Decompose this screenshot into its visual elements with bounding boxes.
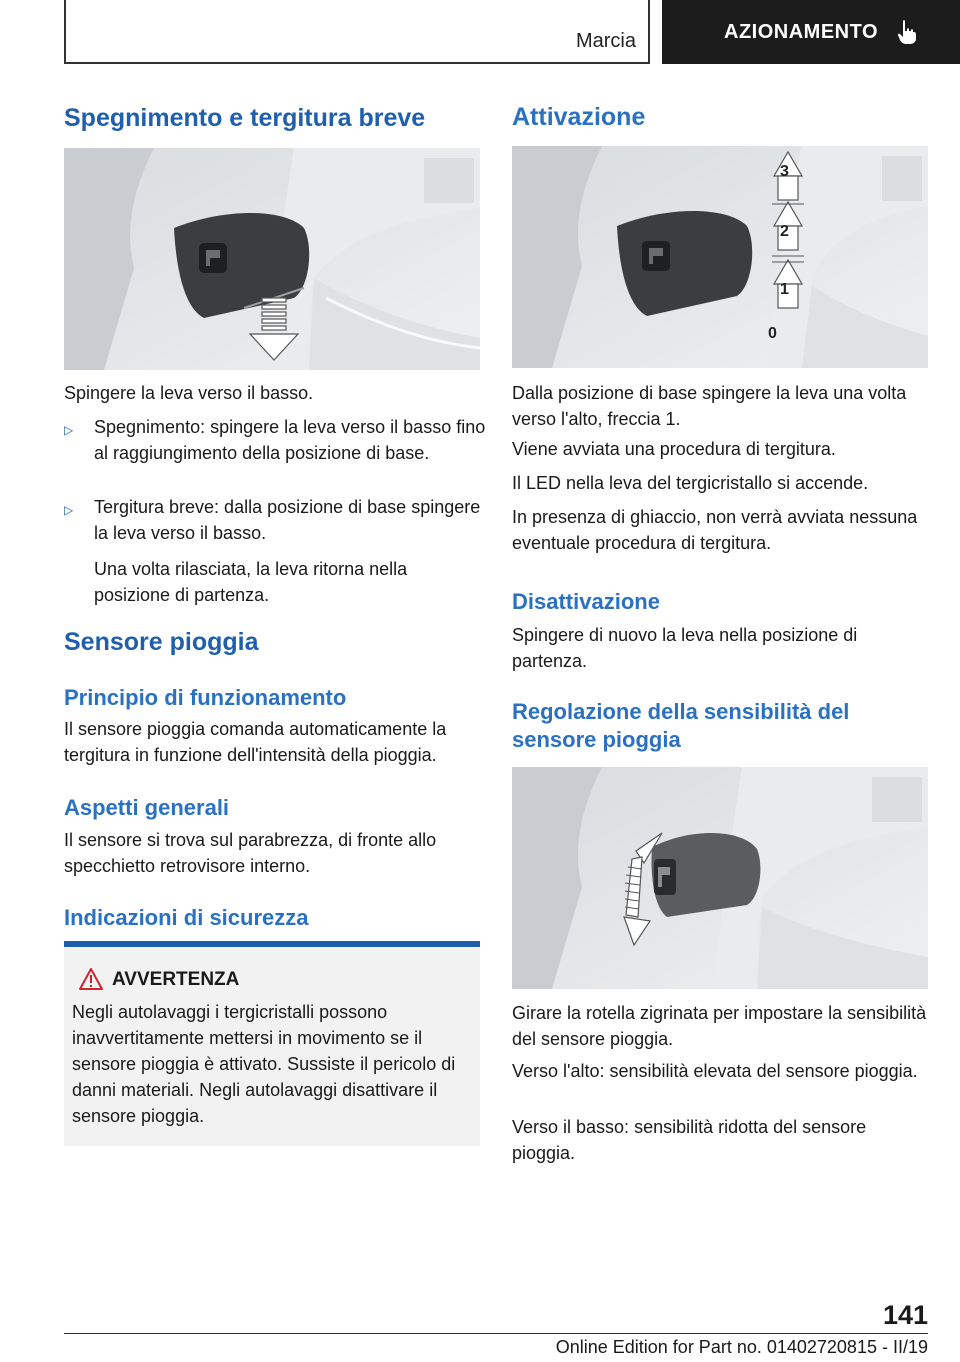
header-chapter-label: AZIONAMENTO xyxy=(724,20,879,43)
figure-knurled-wheel xyxy=(512,767,928,989)
header-bottom-rule xyxy=(64,62,650,64)
warning-triangle-icon xyxy=(78,967,104,991)
heading-short-wipe: Spegnimento e tergitura breve xyxy=(64,104,426,132)
footer-edition: Online Edition for Part no. 01402720815 - II/19 xyxy=(555,1337,928,1357)
paragraph-activation-2: Viene avviata una procedura di tergitura. xyxy=(512,439,836,459)
paragraph-sensitivity-1: Girare la rotella zigrinata per impostare la sensibilità del sensore pioggia. xyxy=(512,1003,927,1049)
paragraph-activation-1: Dalla posizione di base spingere la leva una volta verso l'alto, freccia 1. xyxy=(512,383,907,429)
knurled-wheel-rotate-illustration xyxy=(512,767,928,989)
list-item xyxy=(64,414,486,494)
figure-wiper-lever-down xyxy=(64,148,480,370)
heading-rain-sensor: Sensore pioggia xyxy=(64,628,259,656)
list-item-text: Spegnimento: spingere la leva verso il basso fino al raggiungimento della posizione di base. xyxy=(94,417,486,463)
list-item-subtext: Una volta rilasciata, la leva ritorna nella posizione di partenza. xyxy=(94,559,408,605)
paragraph-push-down: Spingere la leva verso il basso. xyxy=(64,383,314,403)
heading-deactivation: Disattivazione xyxy=(512,589,660,614)
list-item xyxy=(64,494,480,550)
header-divider xyxy=(648,0,650,64)
header-section-title: Marcia xyxy=(575,30,636,52)
paragraph-deactivation: Spingere di nuovo la leva nella posizione di partenza. xyxy=(512,625,858,671)
paragraph-sensitivity-2: Verso l'alto: sensibilità elevata del sensore pioggia. xyxy=(512,1061,918,1081)
paragraph-activation-3: Il LED nella leva del tergicristallo si accende. xyxy=(512,473,869,493)
heading-principle: Principio di funzionamento xyxy=(64,685,347,710)
arrow-label-3: 3 xyxy=(780,163,789,180)
paragraph-sensitivity-3: Verso il basso: sensibilità ridotta del sensore pioggia. xyxy=(512,1117,867,1163)
heading-activation: Attivazione xyxy=(512,103,646,131)
warning-title: AVVERTENZA xyxy=(112,969,240,990)
arrow-label-2: 2 xyxy=(780,223,789,240)
footer-rule xyxy=(64,1333,928,1334)
paragraph-activation-4: In presenza di ghiaccio, non verrà avviata nessuna eventuale procedura di tergitura. xyxy=(512,507,918,553)
header-left-rule xyxy=(64,0,66,64)
heading-safety: Indicazioni di sicurezza xyxy=(64,905,309,930)
warning-box xyxy=(64,947,480,1146)
bullet-triangle-icon: ▷ xyxy=(64,423,74,437)
paragraph-general: Il sensore si trova sul parabrezza, di fronte allo specchietto retrovisore interno. xyxy=(64,830,437,876)
heading-general: Aspetti generali xyxy=(64,795,230,820)
figure-wiper-lever-up xyxy=(512,146,928,368)
bullet-triangle-icon: ▷ xyxy=(64,503,74,517)
header-chapter-tab xyxy=(662,0,960,64)
paragraph-principle: Il sensore pioggia comanda automaticamente la tergitura in funzione dell'intensità della pioggia. xyxy=(64,719,447,765)
warning-text: Negli autolavaggi i tergicristalli possono inavvertitamente mettersi in movimento se il sensore pioggia è attivato. Sussiste il pericolo di danni materiali. Negli autolavaggi disattivare il sensore pioggia. xyxy=(72,1002,456,1126)
page-number: 141 xyxy=(882,1300,928,1330)
list-item-text: Tergitura breve: dalla posizione di base spingere la leva verso il basso. xyxy=(94,497,481,543)
arrow-label-1: 1 xyxy=(780,281,789,298)
wiper-lever-down-arrow-illustration xyxy=(64,148,480,370)
wiper-lever-up-arrows-illustration xyxy=(512,146,928,368)
heading-sensitivity: Regolazione della sensibilità del sensore pioggia xyxy=(512,699,850,752)
pointing-hand-icon xyxy=(894,19,920,45)
arrow-label-0: 0 xyxy=(768,325,777,342)
